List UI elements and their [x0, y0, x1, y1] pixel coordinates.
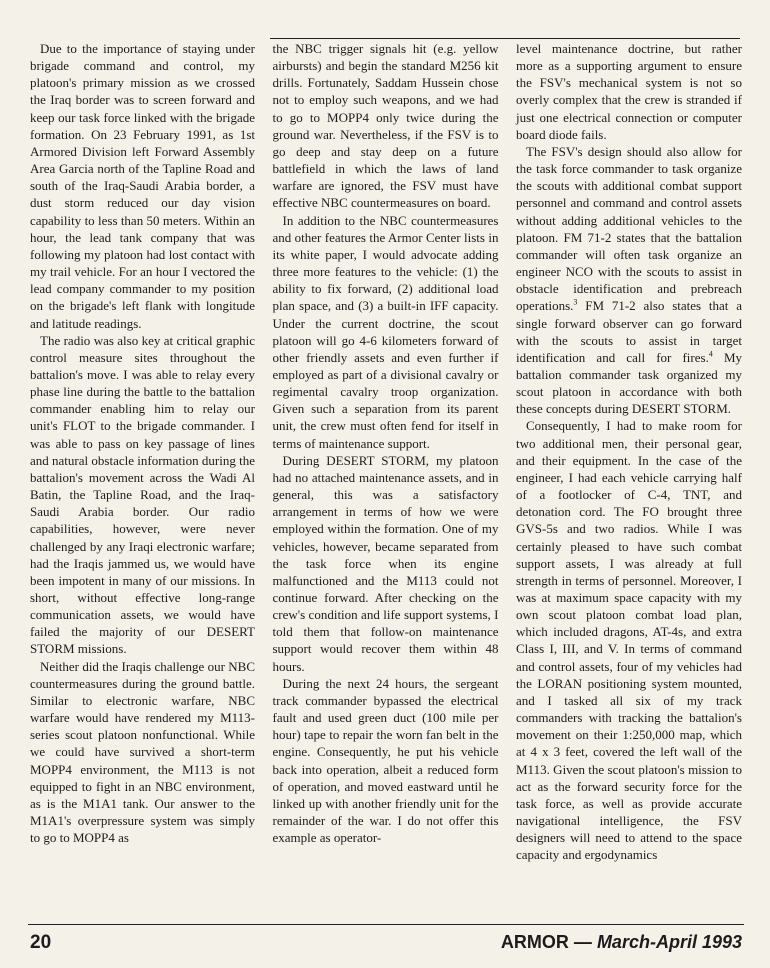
paragraph: Neither did the Iraqis challenge our NBC countermeasures during the ground battle. Similar to electronic warfare, NBC warfare would have rendered my M113-series scout platoon nonfunctional. While we could have survived a short-term MOPP4 environment, the M113 is not equipped to fight in an NBC environment, as is the M1A1 tank. Our answer to the M1A1's overpressure system was simply to go to MOPP4 as: [30, 658, 255, 846]
article-body: [30, 40, 742, 920]
page-footer: [30, 930, 742, 958]
paragraph-text: FM 71-2 also states that a single forward observer can go forward with the scouts to assist in target identification and call for fires.: [516, 298, 742, 365]
page-number: 20: [30, 932, 52, 953]
paragraph: The radio was also key at critical graphic control measure sites throughout the battalion's move. I was able to relay every phase line during the battle to the battalion commander enabling him to relay our unit's FLOT to the brigade commander. I was able to pass on key passage of lines and natural obstacle information during the battalion's movement across the Wadi Al Batin, the Tapline Road, and the Iraq-Saudi Arabia border. Our radio capabilities, however, were never challenged by any Iraqi electronic warfare; had the Iraqis jammed us, we would have been impotent in many of our missions. In short, without effective long-range communication assets, we would have failed the majority of our DESERT STORM missions.: [30, 332, 255, 657]
paragraph-text: My battalion commander task organized my scout platoon in accordance with both these concepts during DESERT STORM.: [516, 349, 743, 417]
column-2: [273, 40, 499, 920]
paragraph: Due to the importance of staying under brigade command and control, my platoon's primary mission as we crossed the Iraq border was to screen forward and keep our task force linked with the brigade formation. On 23 February 1991, as 1st Armored Division left Forward Assembly Area Garcia north of the Tapline Road and south of the Iraq-Saudi Arabia border, a dust storm reduced our day vision capability to less than 50 meters. Within an hour, the lead tank company that was following my platoon had lost contact with my trail vehicle. For an hour I vectored the lead company commander to my position on the brigade's left flank with longitude and latitude readings.: [30, 41, 255, 331]
top-rule: [270, 38, 740, 39]
column-1: [30, 40, 255, 920]
bottom-rule: [28, 924, 744, 925]
paragraph: During DESERT STORM, my platoon had no attached maintenance assets, and in general, this was a satisfactory arrangement in terms of how we were employed within the formation. One of my vehicles, however, became separated from the task force when its engine malfunctioned and the M113 could not continue forward. After checking on the crew's condition and life support systems, I told them that follow-on maintenance support would recover them within 48 hours.: [272, 452, 499, 674]
running-title: [501, 932, 742, 953]
paragraph: During the next 24 hours, the sergeant track commander bypassed the electrical fault and used green duct (100 mile per hour) tape to repair the worn fan belt in the engine. Consequently, he put his vehicle back into operation, albeit a reduced form of operation, and moved eastward until he linked up with another friendly unit for the remainder of the war. I do not offer this example as operator-: [272, 675, 499, 846]
continued-paragraph: level maintenance doctrine, but rather more as a supporting argument to ensure the FSV's mechanical system is not so overly complex that the crew is stranded if just one electrical connection or computer board diode fails.: [516, 41, 742, 142]
column-3: [516, 40, 742, 920]
issue-date: March-April 1993: [596, 932, 742, 952]
title-separator: —: [568, 932, 597, 952]
footnote-ref: 3: [573, 298, 578, 308]
footnote-ref: 4: [708, 349, 713, 359]
paragraph: In addition to the NBC countermeasures and other features the Armor Center lists in its white paper, I would advocate adding three more features to the vehicle: (1) the ability to fix forward, (2) additional load plan space, and (3) a built-in IFF capacity. Under the current doctrine, the scout platoon will go 4-6 kilometers forward of other friendly assets and even further if employed as part of a divisional cavalry or regimental cavalry troop organization. Given such a separation from its parent unit, the crew must often fend for itself in terms of maintenance support.: [272, 212, 499, 451]
magazine-name: ARMOR: [500, 932, 569, 952]
continued-paragraph: the NBC trigger signals hit (e.g. yellow airbursts) and begin the standard M256 kit drills. Fortunately, Saddam Hussein chose not to employ such weapons, and we had to go to MOPP4 only twice during the ground war. Nevertheless, if the FSV is to go deep and stay deep on a future battlefield in which the laws of land warfare are ignored, the FSV must have effective NBC countermeasures on board.: [272, 41, 499, 211]
paragraph: [516, 143, 742, 418]
paragraph: Consequently, I had to make room for two additional men, their personal gear, and their equipment. In the case of the engineer, I had each vehicle carrying half of a footlocker of C-4, TNT, and detonation cord. The FO brought three GVS-5s and two radios. While I was certainly pleased to have such combat support assets, I was already at full strength in terms of personnel. Moreover, I was at maximum space capacity with my own scout platoon combat load plan, which included dragons, AT-4s, and extra Class I, III, and V. In terms of command and control assets, four of my vehicles had the LORAN positioning system mounted, and I tasked all six of my track commanders with tracking the battalion's movement on their 1:250,000 map, which at 4 x 3 feet, covered the left wall of the M113. Given the scout platoon's mission to act as the forward security force for the task force, as well as provide accurate navigational intelligence, the FSV designers will need to attend to the space capacity and ergodynamics: [516, 418, 742, 863]
paragraph-text: The FSV's design should also allow for the task force commander to task organize the scouts with additional combat support personnel and command and control assets without adding additional vehicles to the platoon. FM 71-2 states that the battalion commander will often task organize an engineer NCO with the scouts to assist in obstacle identification and prebreach operations.: [516, 143, 742, 314]
